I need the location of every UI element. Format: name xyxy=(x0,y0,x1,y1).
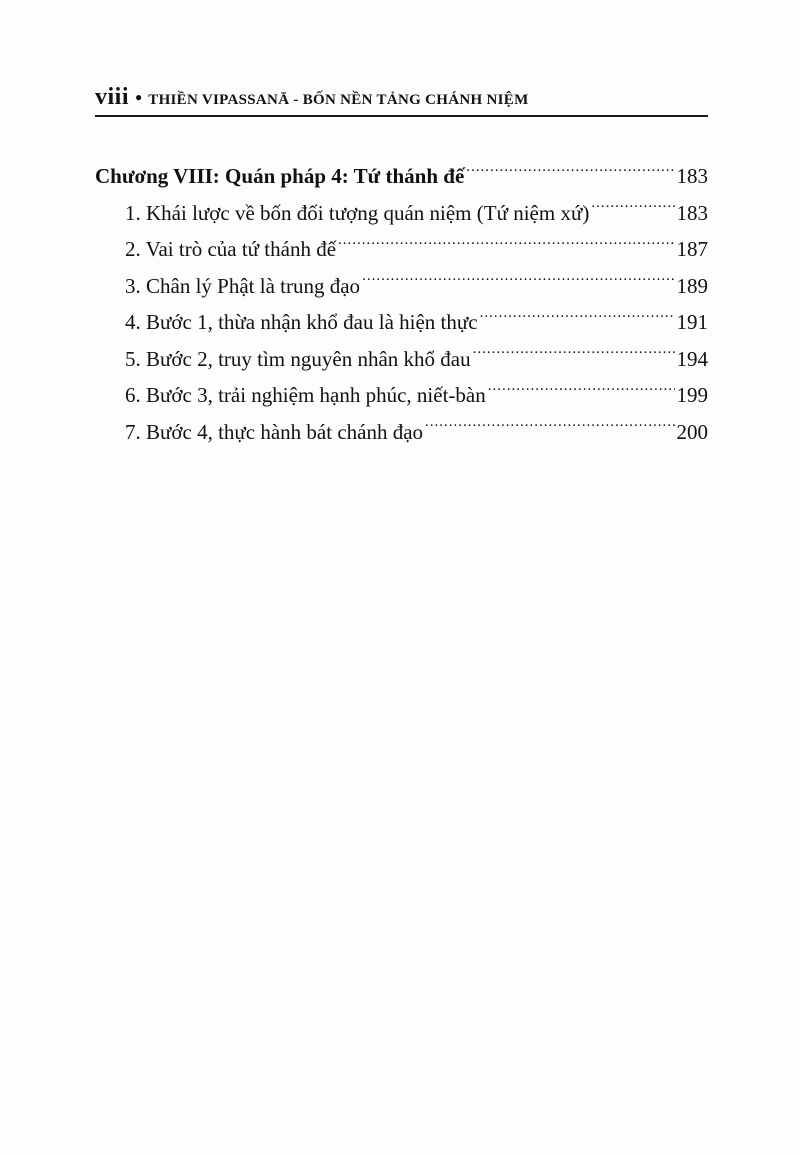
toc-section-entry[interactable] xyxy=(95,304,708,341)
dot-leader xyxy=(591,199,674,220)
toc-section-entry[interactable] xyxy=(95,341,708,378)
toc-page-number: 191 xyxy=(676,310,708,334)
toc-section-title: 5. Bước 2, truy tìm nguyên nhân khổ đau xyxy=(125,346,471,371)
table-of-contents xyxy=(95,158,708,450)
toc-page-number: 194 xyxy=(676,346,708,371)
dot-leader xyxy=(480,308,675,329)
toc-section-title: 2. Vai trò của tứ thánh đế xyxy=(125,237,337,261)
toc-section-entry[interactable] xyxy=(95,195,708,232)
dot-leader xyxy=(488,381,675,402)
dot-leader xyxy=(338,235,674,256)
toc-section-title: 7. Bước 4, thực hành bát chánh đạo xyxy=(125,419,424,444)
bullet-separator: ● xyxy=(135,90,143,104)
dot-leader xyxy=(425,418,674,439)
toc-section-entry[interactable] xyxy=(95,231,708,268)
toc-section-entry[interactable] xyxy=(95,377,708,414)
toc-section-title: 1. Khái lược về bốn đối tượng quán niệm (Tứ niệm xứ) xyxy=(125,200,590,225)
header-rule xyxy=(95,115,708,117)
dot-leader xyxy=(362,272,674,293)
toc-chapter-title: Chương VIII: Quán pháp 4: Tứ thánh đế xyxy=(95,164,465,188)
toc-page-number: 187 xyxy=(676,237,708,261)
toc-section-title: 4. Bước 1, thừa nhận khổ đau là hiện thực xyxy=(125,310,478,334)
toc-chapter-entry[interactable] xyxy=(95,158,708,195)
toc-section-title: 3. Chân lý Phật là trung đạo xyxy=(125,273,361,298)
toc-page-number: 183 xyxy=(676,164,708,188)
toc-section-entry[interactable] xyxy=(95,268,708,305)
toc-page-number: 200 xyxy=(676,419,708,444)
dot-leader xyxy=(473,345,675,366)
toc-page-number: 199 xyxy=(676,383,708,407)
toc-section-entry[interactable] xyxy=(95,414,708,451)
toc-section-title: 6. Bước 3, trải nghiệm hạnh phúc, niết-bàn xyxy=(125,383,486,407)
book-title: THIỀN VIPASSANĀ - BỐN NỀN TẢNG CHÁNH NIỆM xyxy=(148,92,529,108)
running-head xyxy=(95,84,708,114)
toc-page-number: 183 xyxy=(676,200,708,225)
toc-page-number: 189 xyxy=(676,273,708,298)
dot-leader xyxy=(466,162,674,183)
page-number: viii xyxy=(95,84,130,110)
